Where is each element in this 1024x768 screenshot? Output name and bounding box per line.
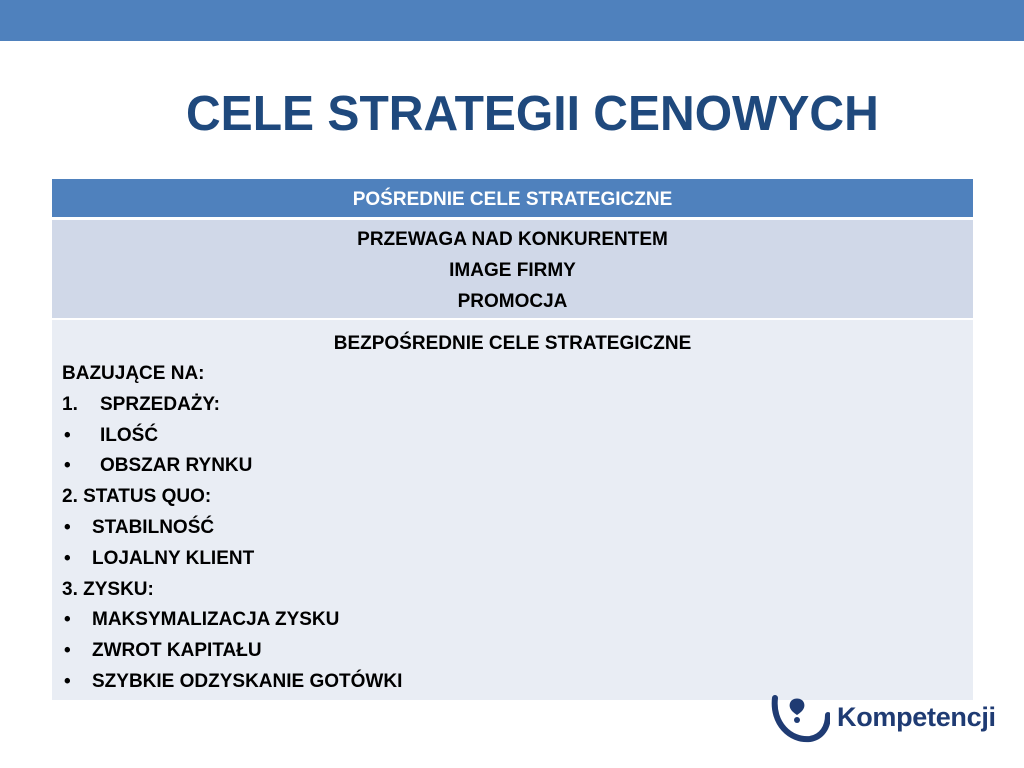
table-header: POŚREDNIE CELE STRATEGICZNE [52,179,973,220]
list-item [62,390,963,421]
logo-text: Kompetencji [837,702,996,732]
list-item [62,513,963,544]
indirect-goal-item: PROMOCJA [457,291,568,312]
list-item: 2. STATUS QUO: [62,486,212,508]
bullet-icon: • [64,516,71,538]
list-item [62,421,963,452]
goals-table [52,179,973,700]
slide-title: CELE STRATEGII CENOWYCH [186,87,879,141]
bullet-icon: • [64,640,71,662]
logo [770,693,1000,743]
list-item-label: SPRZEDAŻY: [100,393,220,415]
direct-goals-heading: BEZPOŚREDNIE CELE STRATEGICZNE [333,333,692,354]
list-item-label: OBSZAR RYNKU [100,455,253,477]
direct-goals-row [52,320,973,700]
list-item [62,544,963,575]
list-number: 1. [62,393,78,415]
indirect-goal-item: IMAGE FIRMY [449,260,576,281]
bullet-icon: • [64,455,71,477]
list-item-label: ZWROT KAPITAŁU [92,640,262,662]
list-item-label: SZYBKIE ODZYSKANIE GOTÓWKI [92,670,403,692]
bullet-icon: • [64,670,71,692]
circle-person-icon [770,693,830,743]
list-item [62,636,963,667]
basis-intro: BAZUJĄCE NA: [62,363,205,384]
indirect-goals-row [52,220,973,320]
bullet-icon: • [64,547,71,569]
bullet-icon: • [64,424,71,446]
top-accent-bar [0,0,1024,41]
list-item-label: STABILNOŚĆ [92,516,215,538]
list-item [62,451,963,482]
indirect-goal-item: PRZEWAGA NAD KONKURENTEM [357,229,668,250]
list-item-label: ILOŚĆ [100,424,159,446]
list-item-label: MAKSYMALIZACJA ZYSKU [92,609,340,631]
bullet-icon: • [64,609,71,631]
list-item-label: LOJALNY KLIENT [92,547,255,569]
list-item [62,605,963,636]
list-item: 3. ZYSKU: [62,578,154,600]
